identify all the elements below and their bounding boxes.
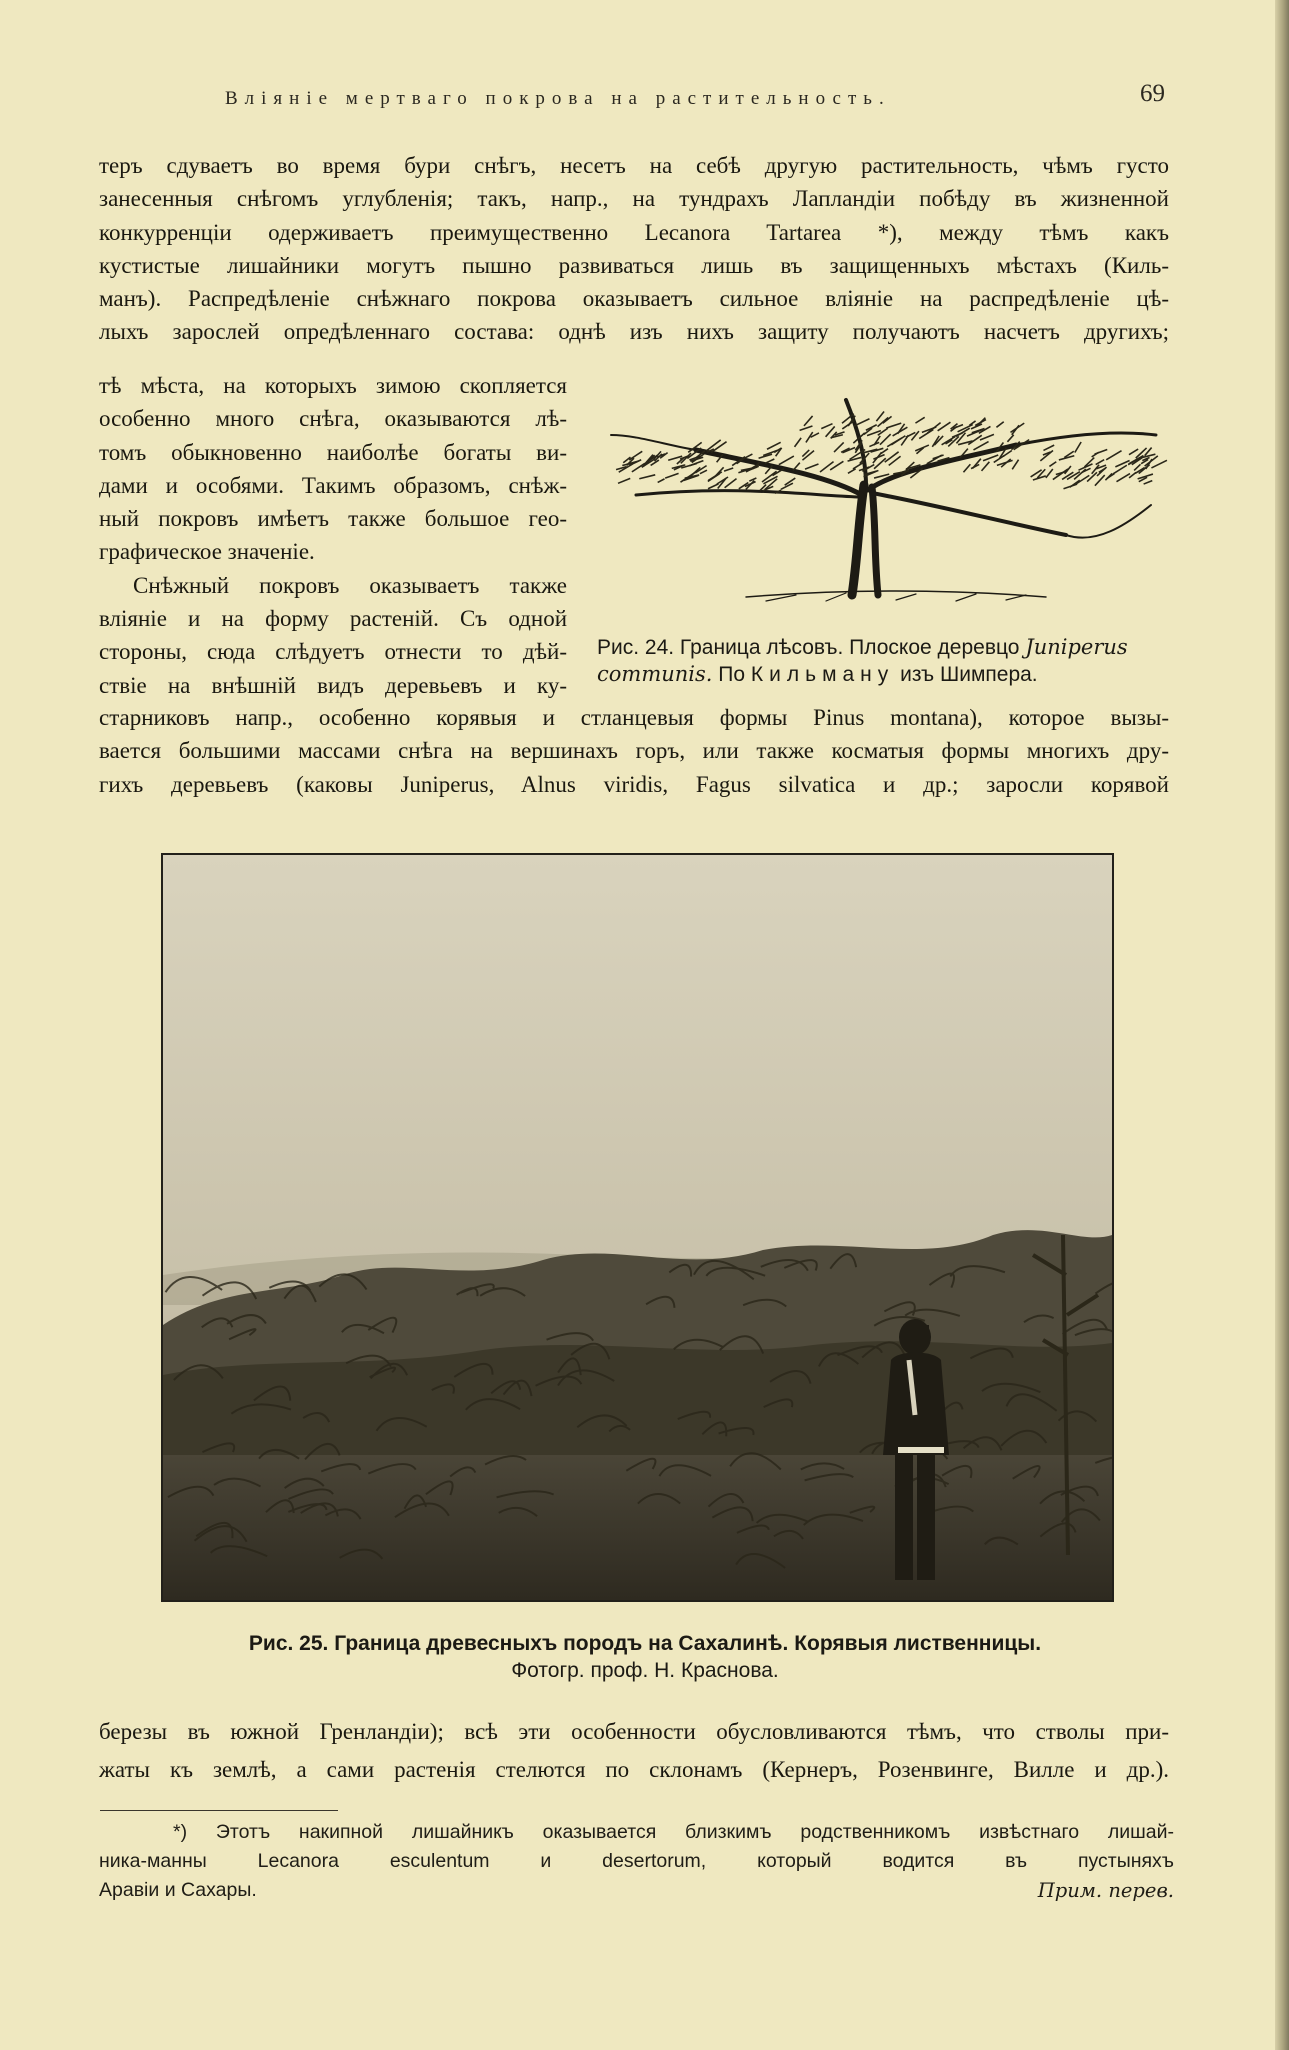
figure-24-caption: [597, 634, 1167, 688]
text-line: особенно много снѣга, оказываются лѣ-: [99, 406, 567, 432]
page-number: 69: [1140, 80, 1165, 107]
text-line: манъ). Распредѣленіе снѣжнаго покрова оказываетъ сильное вліяніе на распредѣленіе цѣ-: [99, 286, 1169, 312]
figure-25-caption: [120, 1630, 1170, 1684]
footnote-rule: [100, 1810, 338, 1811]
text-line: графическое значеніе.: [99, 539, 315, 565]
body-text-top: [99, 149, 1169, 349]
footnote-line: ника-манны Lecanora esculentum и desertorum, который водится въ пустыняхъ: [99, 1850, 1174, 1872]
footnote: [99, 1818, 1174, 1905]
caption-author: Кильману: [750, 663, 895, 686]
caption-suffix: изъ Шимпера.: [894, 663, 1038, 686]
text-line: ный покровъ имѣетъ также большое гео-: [99, 506, 567, 532]
running-title: Вліяніе мертваго покрова на растительность.: [225, 88, 891, 109]
sakhalin-larch-photo: [161, 853, 1114, 1602]
body-text-middle: [99, 701, 1169, 801]
body-text-left-column: [99, 369, 567, 702]
footnote-line: *) Этотъ накипной лишайникъ оказывается близкимъ родственникомъ извѣстнаго лишай-: [173, 1821, 1174, 1843]
text-line: Снѣжный покровъ оказываетъ также: [133, 572, 567, 598]
text-line: теръ сдуваетъ во время бури снѣгъ, несетъ на себѣ другую растительность, чѣмъ густо: [99, 153, 1169, 178]
caption-line-2: Фотогр. проф. Н. Краснова.: [511, 1659, 779, 1682]
text-line: вается большими массами снѣга на вершинахъ горъ, или также косматыя формы многихъ дру-: [99, 738, 1169, 764]
caption-prefix: Рис. 24. Граница лѣсовъ. Плоское деревцо: [597, 636, 1026, 659]
text-line: конкурренціи одерживаетъ преимущественно Lecanora Tartarea *), между тѣмъ какъ: [99, 219, 1169, 245]
text-line: кустистые лишайники могутъ пышно развиваться лишь въ защищенныхъ мѣстахъ (Киль-: [99, 252, 1169, 278]
juniper-tree-illustration: [596, 375, 1176, 605]
text-line: стороны, сюда слѣдуетъ отнести то дѣй-: [99, 639, 567, 665]
page-edge: [1275, 0, 1289, 2050]
text-line: занесенныя снѣгомъ углубленія; такъ, напр., на тундрахъ Лапландіи побѣду въ жизненной: [99, 186, 1169, 212]
text-line: березы въ южной Гренландіи); всѣ эти особенности обусловливаются тѣмъ, что стволы при-: [99, 1719, 1169, 1744]
caption-species: Juniperus communis.: [597, 635, 1128, 686]
text-line: жаты къ землѣ, а сами растенія стелются по склонамъ (Кернеръ, Розенвинге, Вилле и др.).: [99, 1757, 1169, 1782]
text-line: тѣ мѣста, на которыхъ зимою скопляется: [99, 373, 567, 398]
text-line: лыхъ зарослей опредѣленнаго состава: однѣ изъ нихъ защиту получаютъ насчетъ другихъ;: [99, 319, 1169, 345]
text-line: томъ обыкновенно наиболѣе богаты ви-: [99, 439, 567, 465]
text-line: ствіе на внѣшній видъ деревьевъ и ку-: [99, 672, 567, 698]
caption-mid: По: [712, 663, 751, 686]
body-text-bottom: [99, 1713, 1169, 1789]
text-line: старниковъ напр., особенно корявыя и стланцевыя формы Pinus montana), которое вызы-: [99, 705, 1169, 730]
text-line: гихъ деревьевъ (каковы Juniperus, Alnus viridis, Fagus silvatica и др.; заросли корявой: [99, 771, 1169, 797]
footnote-line: Аравіи и Сахары.: [99, 1879, 257, 1901]
caption-line-1: Рис. 25. Граница древесныхъ породъ на Сахалинѣ. Корявыя лиственницы.: [248, 1632, 1042, 1655]
photo-image: [163, 855, 1112, 1600]
text-line: дами и особями. Такимъ образомъ, снѣж-: [99, 472, 567, 498]
text-line: вліяніе и на форму растеній. Съ одной: [99, 606, 567, 632]
footnote-signature: Прим. перев.: [1037, 1879, 1174, 1902]
